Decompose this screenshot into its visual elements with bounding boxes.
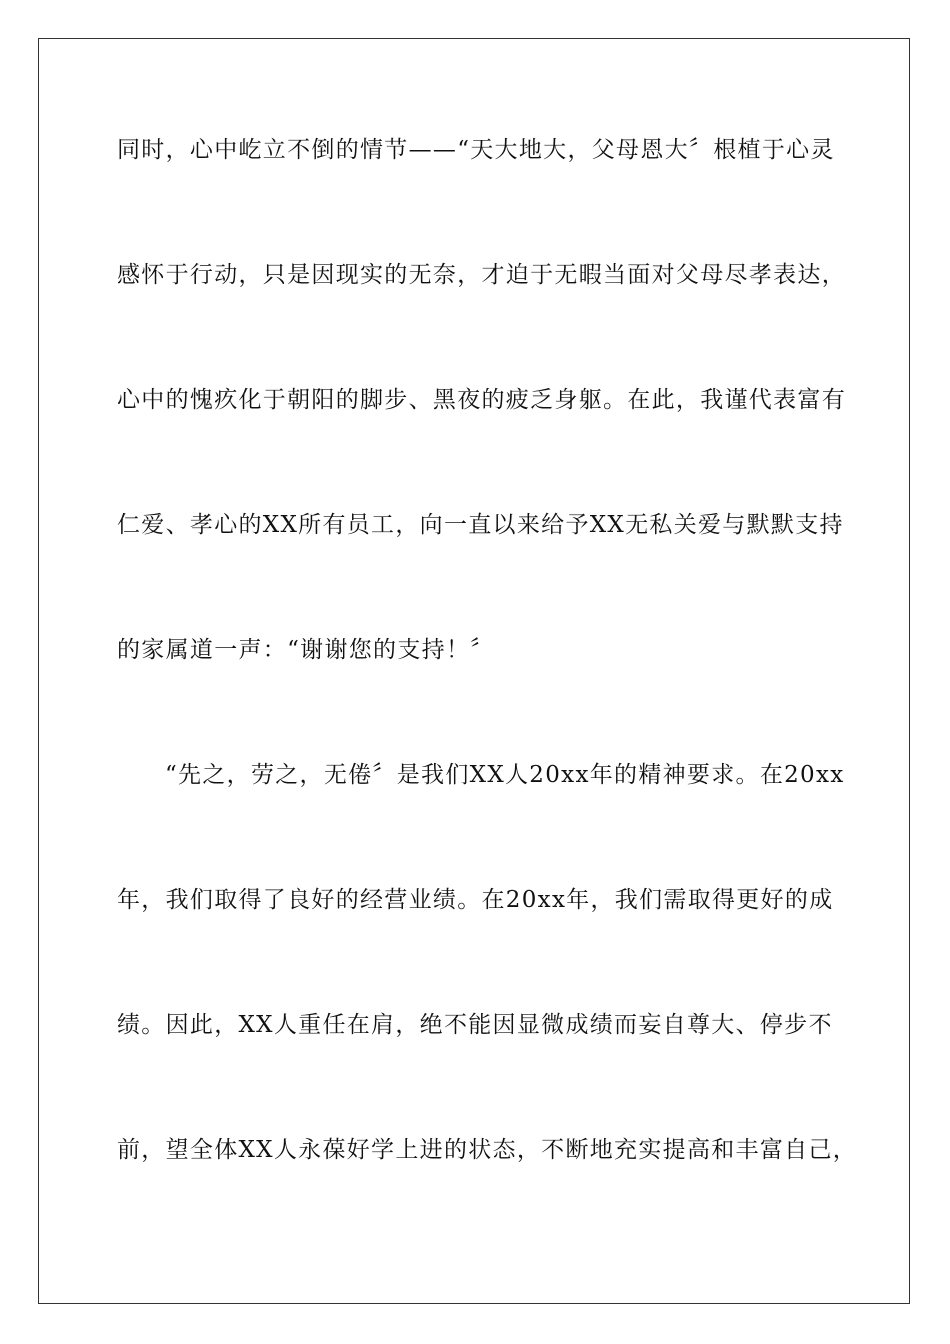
text-line-7: 年，我们取得了良好的经营业绩。在20xx年，我们需取得更好的成 — [117, 887, 834, 913]
text-line-4: 仁爱、孝心的XX所有员工，向一直以来给予XX无私关爱与默默支持 — [117, 512, 844, 538]
text-line-6-paragraph-start: “先之，劳之，无倦〞是我们XX人20xx年的精神要求。在20xx — [165, 762, 845, 788]
text-line-5: 的家属道一声：“谢谢您的支持！〞 — [117, 637, 495, 663]
text-line-1: 同时，心中屹立不倒的情节——“天大地大，父母恩大〞根植于心灵 — [117, 137, 835, 163]
page-border — [38, 38, 910, 1304]
text-line-8: 绩。因此，XX人重任在肩，绝不能因显微成绩而妄自尊大、停步不 — [117, 1012, 833, 1038]
text-line-9: 前，望全体XX人永葆好学上进的状态，不断地充实提高和丰富自己， — [117, 1137, 858, 1163]
text-line-2: 感怀于行动，只是因现实的无奈，才迫于无暇当面对父母尽孝表达， — [117, 262, 846, 288]
text-line-3: 心中的愧疚化于朝阳的脚步、黑夜的疲乏身躯。在此，我谨代表富有 — [117, 387, 846, 413]
